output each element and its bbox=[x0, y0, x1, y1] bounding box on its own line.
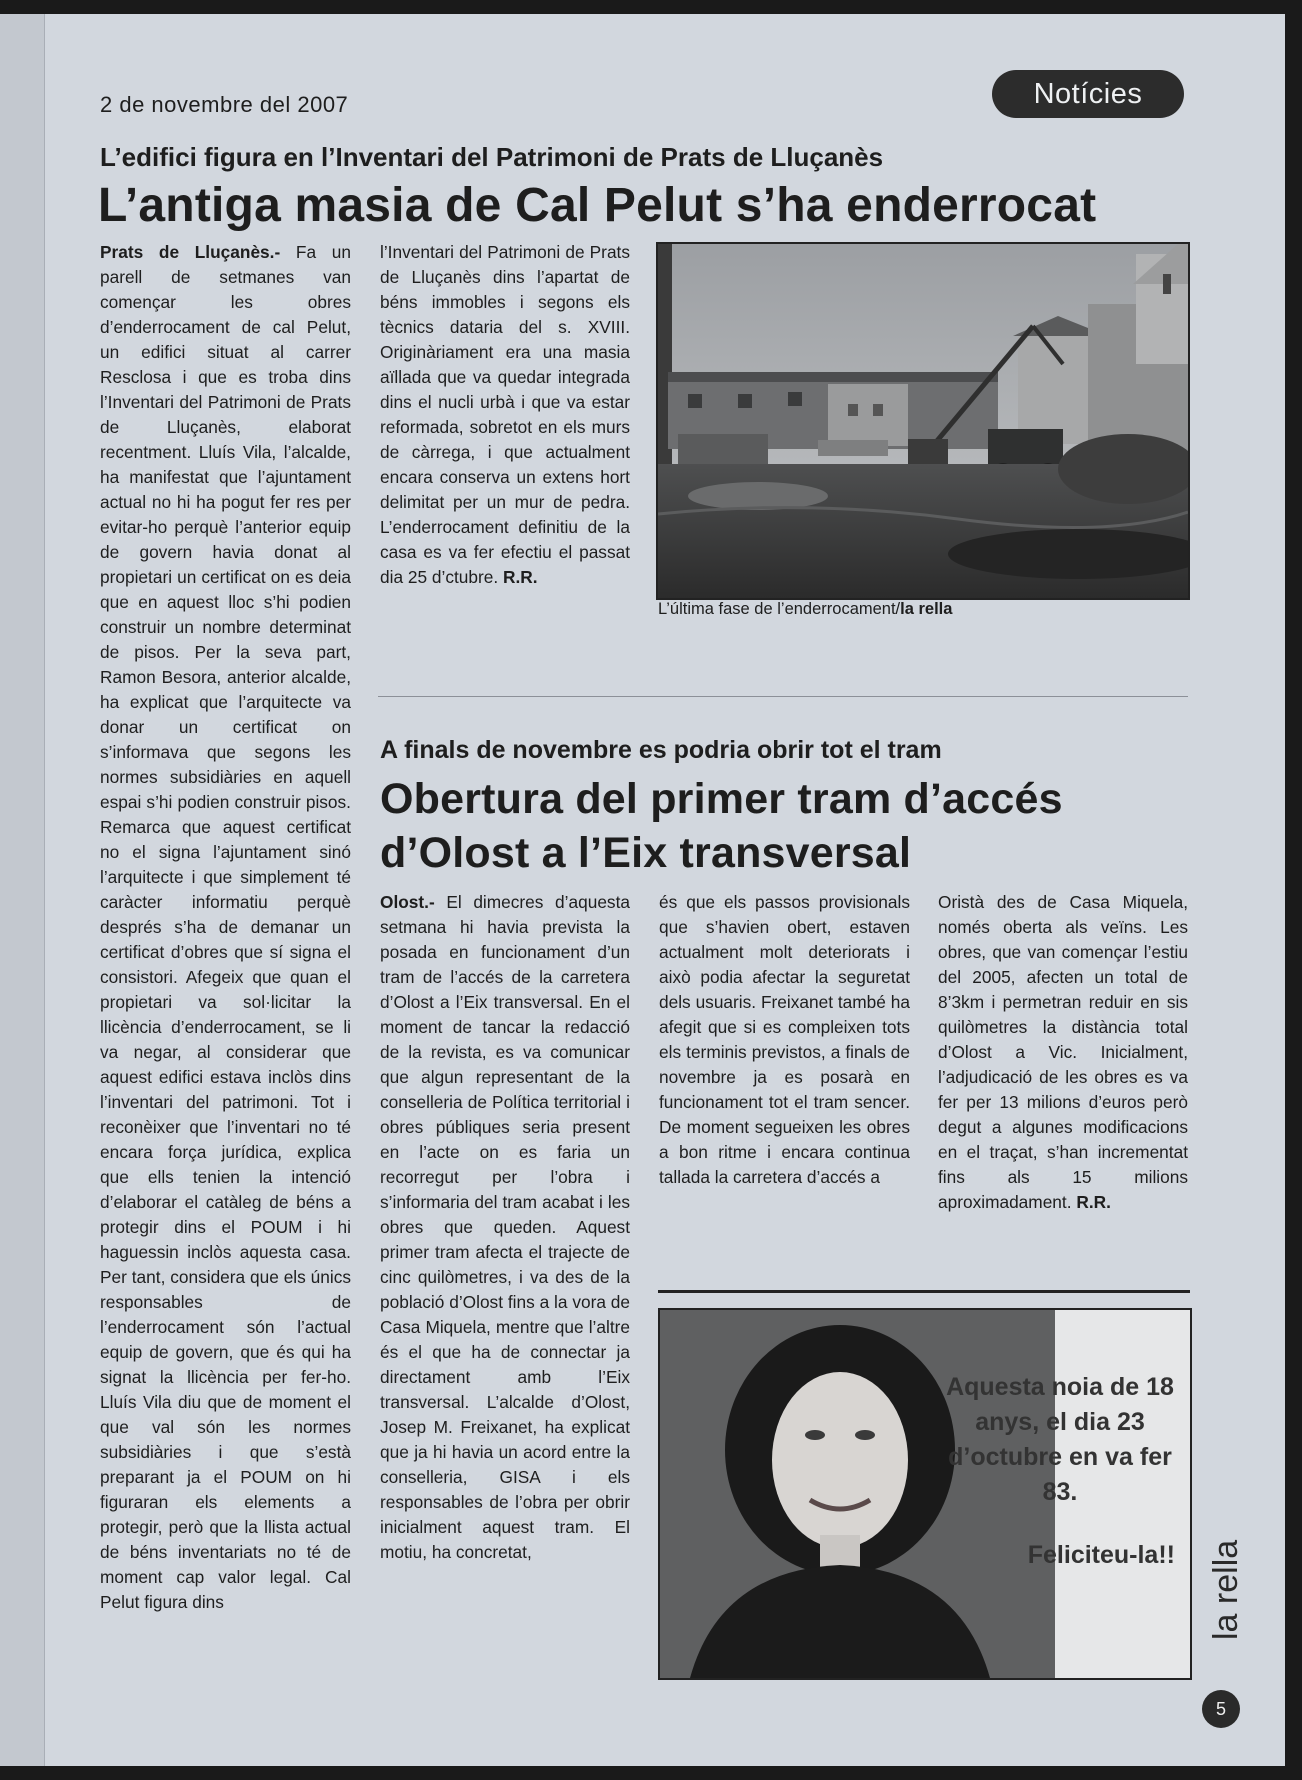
article1-column-2 bbox=[380, 240, 630, 590]
page-number: 5 bbox=[1202, 1690, 1240, 1728]
ad-top-rule bbox=[658, 1290, 1190, 1293]
article1-headline: L’antiga masia de Cal Pelut s’ha enderrocat bbox=[98, 179, 1097, 232]
article1-kicker: L’edifici figura en l’Inventari del Patrimoni de Prats de Lluçanès bbox=[100, 142, 884, 172]
article2-col1-text: El dimecres d’aquesta setmana hi havia prevista la posada en funcionament d’un tram de l’accés de la carretera d’Olost a l’Eix transversal. En el moment de tancar la redacció de la revista, es va comunicar que algun representant de la conselleria de Política territorial i obres públiques seria present en l’acte on es faria un recorregut per l’obra i s’informaria del tram acabat i les obres que queden. Aquest primer tram afecta el trajecte de cinc quilòmetres, i va des de la població d’Olost fins a la vora de Casa Miquela, mentre que l’altre és el que ha de connectar ja directament amb l’Eix transversal. L’alcalde d’Olost, Josep M. Freixanet, ha explicat que ja hi havia un acord entre la conselleria, GISA i els responsables de l’obra per obrir inicialment aquest tram. El motiu, ha concretat, bbox=[380, 892, 630, 1562]
demolition-photo bbox=[656, 242, 1190, 600]
demolition-photo-image bbox=[658, 244, 1188, 598]
article2-kicker: A finals de novembre es podria obrir tot el tram bbox=[380, 736, 942, 764]
article2-column-3 bbox=[938, 890, 1188, 1215]
section-badge: Notícies bbox=[992, 70, 1184, 118]
article2-signature: R.R. bbox=[1076, 1192, 1111, 1212]
photo-caption-text: L’última fase de l’enderrocament/ bbox=[658, 600, 901, 618]
article1-signature: R.R. bbox=[502, 567, 538, 587]
article-divider bbox=[378, 696, 1188, 697]
article1-column-1 bbox=[100, 240, 351, 1615]
page-spine bbox=[0, 14, 45, 1766]
publication-logo: la rella bbox=[1207, 1539, 1245, 1640]
birthday-ad-text bbox=[945, 1370, 1175, 1573]
article2-place: Olost.- bbox=[380, 892, 435, 912]
photo-caption bbox=[658, 600, 952, 619]
article1-place: Prats de Lluçanès.- bbox=[100, 242, 281, 262]
article2-headline: Obertura del primer tram d’accés d’Olost a l’Eix transversal bbox=[380, 775, 1063, 877]
issue-date: 2 de novembre del 2007 bbox=[100, 92, 349, 117]
article2-column-1 bbox=[380, 890, 630, 1565]
article2-col3-text: Oristà des de Casa Miquela, només oberta als veïns. Les obres, que van començar l’estiu del 2005, afecten un total de 8’3km i permetran reduir en sis quilòmetres la distància total d’Olost a Vic. Inicialment, l’adjudicació de les obres es va fer per 13 milions d’euros però degut a algunes modificacions en el traçat, s’han incrementat fins als 15 milions aproximadament. bbox=[938, 892, 1188, 1212]
article1-col2-text: l’Inventari del Patrimoni de Prats de Lluçanès dins l’apartat de béns immobles i segons els tècnics dataria del s. XVIII. Originàriament era una masia aïllada que va quedar integrada dins el nucli urbà i que va estar reformada, sobretot en els murs de càrrega, i que actualment encara conserva un extens hort delimitat per un mur de pedra. L’enderrocament definitiu de la casa es va fer efectiu el passat dia 25 d’ctubre. bbox=[380, 242, 630, 587]
birthday-message: Aquesta noia de 18 anys, el dia 23 d’octubre en va fer 83. bbox=[946, 1373, 1174, 1506]
birthday-cheer: Feliciteu-la!! bbox=[1027, 1541, 1175, 1569]
article2-col2-text: és que els passos provisionals que s’havien obert, estaven actualment molt deteriorats i això podia afectar la seguretat dels usuaris. Freixanet també ha afegit que si es compleixen tots els terminis previstos, a finals de novembre ja es posarà en funcionament tot el tram sencer. De moment segueixen les obres a bon ritme i encara continua tallada la carretera d’accés a bbox=[659, 892, 910, 1187]
photo-credit: la rella bbox=[900, 600, 953, 618]
article1-col1-text: Fa un parell de setmanes van començar les obres d’enderrocament de cal Pelut, un edifici situat al carrer Resclosa i que es troba dins l’Inventari del Patrimoni de Prats de Lluçanès, elaborat recentment. Lluís Vila, l’alcalde, ha manifestat que l’ajuntament actual no hi ha pogut fer res per evitar-ho perquè l’anterior equip de govern havia donat al propietari un certificat on es deia que en aquest lloc s’hi podien construir un nombre determinat de pisos. Per la seva part, Ramon Besora, anterior alcalde, ha explicat que l’arquitecte va donar un certificat on s’informava que segons les normes subsidiàries en aquell espai s’hi podien construir pisos. Remarca que aquest certificat no el signa l’ajuntament sinó l’arquitecte i que simplement té caràcter informatiu perquè després s’ha de demanar un certificat d’obres que sí signa el consistori. Afegeix que quan el propietari va sol·licitar la llicència d’enderrocament, se li va negar, al considerar que aquest edifici estava inclòs dins l’inventari del patrimoni. Tot i reconèixer que l’inventari no té encara força jurídica, explica que ells tenien la intenció d’elaborar el catàleg de béns a protegir dins el POUM i hi haguessin inclòs aquesta casa. Per tant, considera que els únics responsables de l’enderrocament són l’actual equip de govern, que és qui ha signat la llicència per fer-ho. Lluís Vila diu que de moment el que val són les normes subsidiàries i que s’està preparant ja el POUM on hi figuraran els elements a protegir, però que la llista actual de béns inventariats no té de moment cap valor legal. Cal Pelut figura dins bbox=[100, 242, 351, 1612]
article2-column-2 bbox=[659, 890, 910, 1190]
